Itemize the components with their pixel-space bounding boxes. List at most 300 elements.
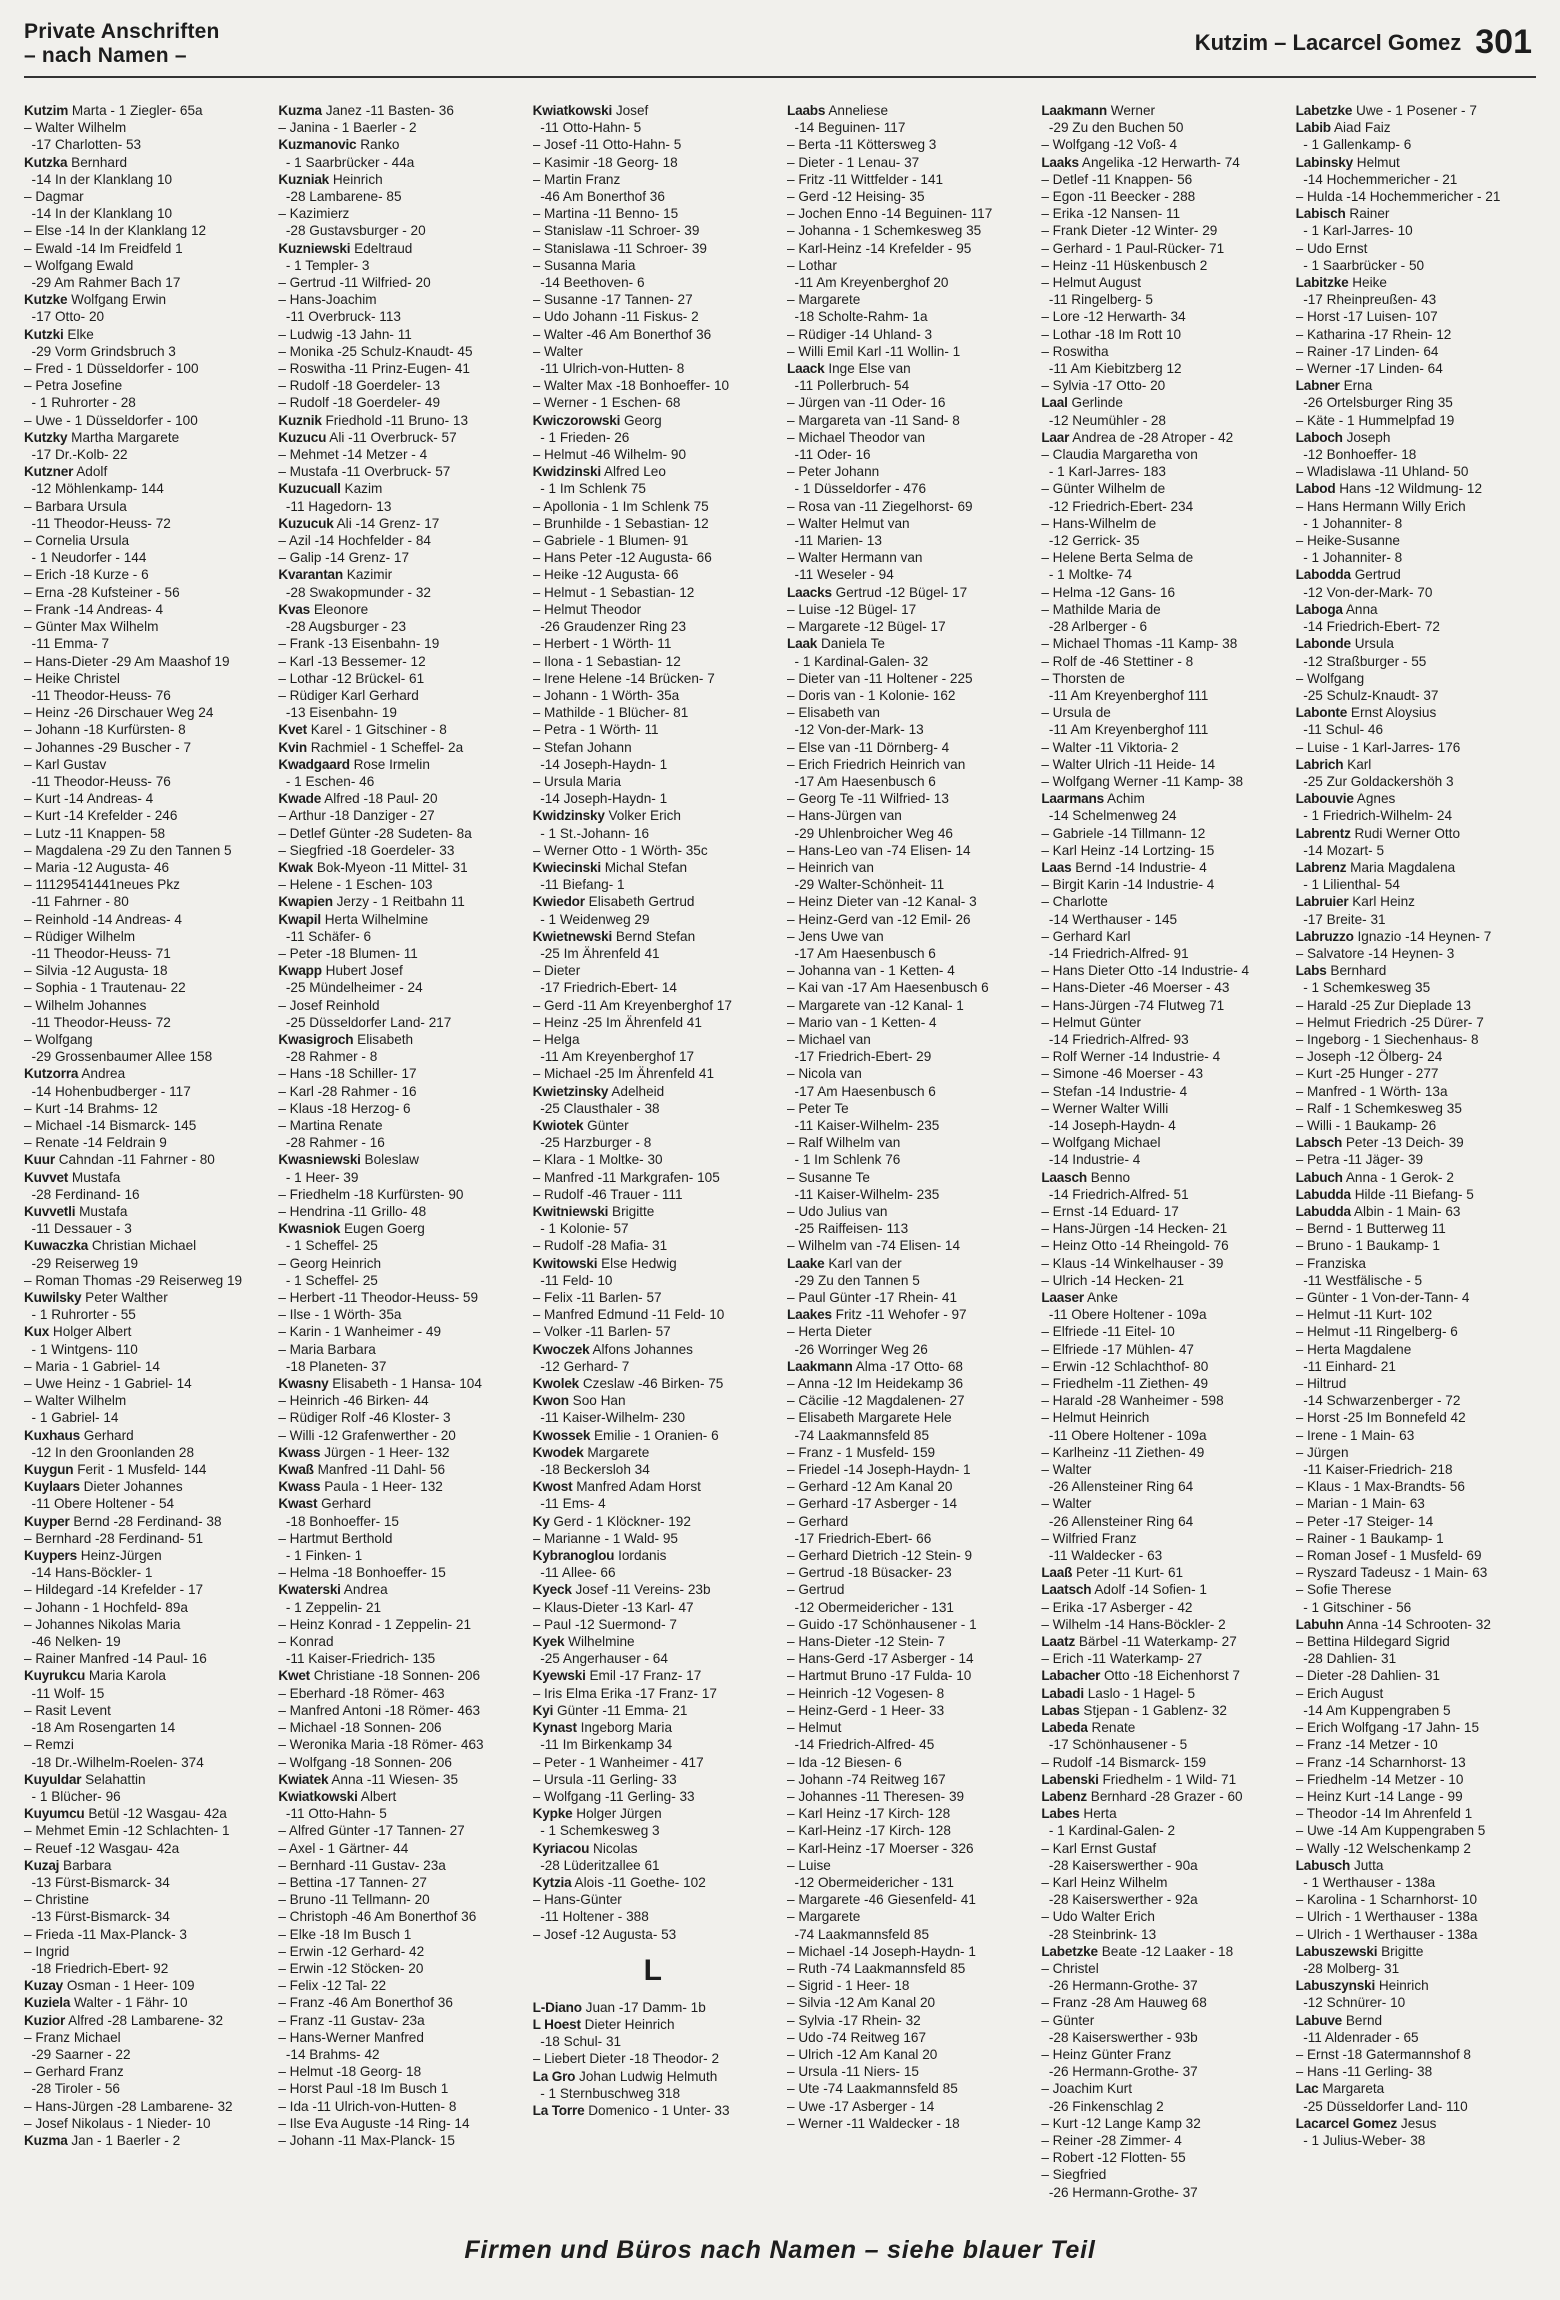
entry-details: Achim <box>1107 791 1145 807</box>
entry-subline: -14 Hochemmericher - 21 <box>1295 171 1458 187</box>
entry-subline: – Axel - 1 Gärtner- 44 <box>278 1840 409 1856</box>
entry-subline: – Lothar <box>786 257 837 273</box>
entry-subline: -14 Friedrich-Alfred- 51 <box>1041 1186 1189 1202</box>
list-item <box>1296 1151 1536 1168</box>
list-item <box>24 1977 264 1994</box>
list-item <box>1296 1461 1536 1478</box>
list-item <box>278 584 518 601</box>
entry-subline: – Christel <box>1041 1960 1099 1976</box>
entry-details: Günter <box>587 1117 629 1133</box>
entry-subline: – Eberhard -18 Römer- 463 <box>278 1685 445 1701</box>
section-title <box>24 20 220 68</box>
list-item <box>533 1840 773 1857</box>
list-item <box>787 188 1027 205</box>
entry-subline: – Weronika Maria -18 Römer- 463 <box>278 1737 484 1753</box>
list-item <box>787 274 1027 291</box>
list-item <box>1296 2132 1536 2149</box>
list-item <box>1296 1581 1536 1598</box>
entry-subline: – Manfred Antoni -18 Römer- 463 <box>278 1702 481 1718</box>
list-item <box>1041 1547 1281 1564</box>
entry-subline: -12 Obermeidericher - 131 <box>786 1599 954 1615</box>
list-item <box>278 566 518 583</box>
list-item <box>278 360 518 377</box>
surname: Laal <box>1041 395 1068 411</box>
list-item <box>1296 1771 1536 1788</box>
entry-subline: - 1 Saarbrücker - 50 <box>1295 257 1425 273</box>
entry-subline: – Helga <box>532 1031 580 1047</box>
entry-subline: – Erwin -12 Gerhard- 42 <box>278 1943 425 1959</box>
list-item <box>1041 842 1281 859</box>
list-item <box>787 119 1027 136</box>
entry-subline: – Peter Te <box>786 1100 849 1116</box>
surname: Kutzner <box>24 464 74 480</box>
entry-subline: – Hans-Werner Manfred <box>278 2029 424 2045</box>
entry-details: Anke <box>1087 1290 1118 1306</box>
entry-subline: – Dieter -28 Dahlien- 31 <box>1295 1668 1440 1684</box>
surname: Kwost <box>532 1479 573 1495</box>
entry-subline: - 1 Blücher- 96 <box>24 1788 121 1804</box>
list-item <box>1296 807 1536 824</box>
list-item <box>1296 205 1536 222</box>
entry-subline: -11 Otto-Hahn- 5 <box>278 1806 387 1822</box>
list-item <box>1296 119 1536 136</box>
column-3 <box>533 102 773 2232</box>
list-item <box>24 1220 264 1237</box>
entry-details: Bernd <box>1345 2012 1383 2028</box>
entry-subline: – Gerd -12 Heising- 35 <box>786 189 925 205</box>
entry-subline: -26 Worringer Weg 26 <box>786 1341 928 1357</box>
entry-subline: -18 Bonhoeffer- 15 <box>278 1513 399 1529</box>
list-item <box>24 171 264 188</box>
entry-subline: - 1 Neudorfer - 144 <box>24 550 147 566</box>
entry-subline: - 1 Frieden- 26 <box>532 429 630 445</box>
entry-subline: – Jürgen van -11 Oder- 16 <box>786 395 946 411</box>
list-item <box>787 979 1027 996</box>
list-item <box>787 945 1027 962</box>
entry-details: Rudi Werner Otto <box>1354 825 1461 841</box>
entry-subline: - 1 Karl-Jarres- 10 <box>1295 223 1413 239</box>
list-item <box>533 859 773 876</box>
entry-subline: -17 Otto- 20 <box>24 309 105 325</box>
entry-subline: – Gabriele - 1 Blumen- 91 <box>532 533 689 549</box>
entry-details: Heinz-Jürgen <box>80 1548 162 1564</box>
list-item <box>278 1994 518 2011</box>
list-item <box>1296 171 1536 188</box>
list-item <box>24 704 264 721</box>
entry-details: Adolf <box>76 464 108 480</box>
list-item <box>1041 1908 1281 1925</box>
list-item <box>278 979 518 996</box>
entry-subline: -46 Am Bonerthof 36 <box>532 189 665 205</box>
entry-subline: -11 Ulrich-von-Hutten- 8 <box>532 361 685 377</box>
entry-subline: -12 Bonhoeffer- 18 <box>1295 447 1417 463</box>
entry-details: Alma -17 Otto- 68 <box>855 1358 963 1374</box>
list-item <box>24 1409 264 1426</box>
list-item <box>278 1272 518 1289</box>
entry-subline: -11 Obere Holtener - 109a <box>1041 1427 1207 1443</box>
list-item <box>533 1702 773 1719</box>
list-item <box>24 859 264 876</box>
surname: Kuyumcu <box>24 1806 85 1822</box>
entry-details: Gerhard <box>83 1427 134 1443</box>
list-item <box>787 1151 1027 1168</box>
entry-subline: – Franz -46 Am Bonerthof 36 <box>278 1995 453 2011</box>
list-item <box>24 360 264 377</box>
surname: Kynast <box>532 1720 577 1736</box>
entry-subline: – Franz -14 Metzer - 10 <box>1295 1737 1438 1753</box>
list-item <box>278 2012 518 2029</box>
list-item <box>787 584 1027 601</box>
list-item <box>24 257 264 274</box>
list-item <box>278 962 518 979</box>
list-item <box>533 584 773 601</box>
list-item <box>1296 1960 1536 1977</box>
list-item <box>1296 1134 1536 1151</box>
entry-details: Barbara <box>63 1857 112 1873</box>
entry-subline: – Gerhard - 1 Paul-Rücker- 71 <box>1041 240 1225 256</box>
surname: Labrentz <box>1295 825 1351 841</box>
entry-subline: – Maria -12 Augusta- 46 <box>24 859 170 875</box>
surname: Kwet <box>278 1668 311 1684</box>
list-item <box>533 1220 773 1237</box>
entry-subline: -28 Rahmer - 8 <box>278 1049 378 1065</box>
entry-subline: -11 Theodor-Heuss- 76 <box>24 687 171 703</box>
entry-subline: – Gerhard -12 Am Kanal 20 <box>786 1479 953 1495</box>
entry-details: Gerhard <box>321 1496 372 1512</box>
list-item <box>278 1134 518 1151</box>
entry-subline: – Johannes -11 Theresen- 39 <box>786 1788 965 1804</box>
list-item <box>1041 1031 1281 1048</box>
entry-subline: – Walter -46 Am Bonerthof 36 <box>532 326 712 342</box>
entry-subline: – Stefan Johann <box>532 739 632 755</box>
list-item <box>24 2046 264 2063</box>
list-item <box>533 566 773 583</box>
surname: Kuur <box>24 1152 55 1168</box>
entry-subline: – Heike -12 Augusta- 66 <box>532 567 679 583</box>
entry-subline: – Heike Christel <box>24 670 120 686</box>
entry-subline: -74 Laakmannsfeld 85 <box>786 1427 930 1443</box>
entry-subline: – Joachim Kurt <box>1041 2081 1132 2097</box>
entry-subline: – Rudolf -14 Bismarck- 159 <box>1041 1754 1207 1770</box>
surname: Kwasniewski <box>278 1152 361 1168</box>
entry-details: Günter -11 Emma- 21 <box>557 1702 688 1718</box>
entry-subline: – Helmut -11 Kurt- 102 <box>1295 1307 1433 1323</box>
entry-subline: – Harald -25 Zur Dieplade 13 <box>1295 997 1471 1013</box>
list-item <box>533 429 773 446</box>
entry-subline: – Irene - 1 Main- 63 <box>1295 1427 1415 1443</box>
entry-subline: -29 Walter-Schönheit- 11 <box>786 877 945 893</box>
entry-subline: – Johann -74 Reitweg 167 <box>786 1771 946 1787</box>
entry-subline: -28 Molberg- 31 <box>1295 1960 1400 1976</box>
list-item <box>533 2033 773 2050</box>
entry-subline: – Klaus -18 Herzog- 6 <box>278 1100 411 1116</box>
list-item <box>278 2029 518 2046</box>
entry-subline: – Rudolf -28 Mafia- 31 <box>532 1238 668 1254</box>
entry-subline: – Helene Berta Selma de <box>1041 550 1194 566</box>
surname: Kwasigroch <box>278 1031 354 1047</box>
list-item <box>533 773 773 790</box>
surname: Laake <box>786 1255 825 1271</box>
entry-details: Peter Walther <box>85 1290 168 1306</box>
list-item <box>278 1840 518 1857</box>
entry-details: Peter -11 Kurt- 61 <box>1076 1565 1184 1581</box>
list-item <box>1041 446 1281 463</box>
surname: Kwolek <box>532 1376 580 1392</box>
entry-subline: – Rüdiger -14 Uhland- 3 <box>786 326 933 342</box>
surname: Kyewski <box>532 1668 586 1684</box>
entry-subline: – Reuef -12 Wasgau- 42a <box>24 1840 180 1856</box>
list-item <box>24 463 264 480</box>
list-item <box>278 1857 518 1874</box>
entry-subline: -25 Raiffeisen- 113 <box>786 1221 909 1237</box>
list-item <box>1041 2029 1281 2046</box>
list-item <box>787 205 1027 222</box>
list-item <box>533 721 773 738</box>
list-item <box>278 394 518 411</box>
list-item <box>1296 601 1536 618</box>
entry-subline: -18 Dr.-Wilhelm-Roelen- 374 <box>24 1754 204 1770</box>
list-item <box>1296 1237 1536 1254</box>
entry-subline: – Horst -25 Im Bonnefeld 42 <box>1295 1410 1466 1426</box>
list-item <box>24 1736 264 1753</box>
entry-subline: – Rainer Manfred -14 Paul- 16 <box>24 1651 207 1667</box>
list-item <box>24 291 264 308</box>
column-5 <box>1041 102 1281 2232</box>
surname: Labod <box>1295 481 1336 497</box>
entry-subline: – Hans -18 Schiller- 17 <box>278 1066 417 1082</box>
list-item <box>533 893 773 910</box>
surname: Kvet <box>278 722 307 738</box>
list-item <box>1296 842 1536 859</box>
list-item <box>278 1633 518 1650</box>
surname: Laas <box>1041 859 1072 875</box>
section-title-line2: – nach Namen – <box>24 44 187 67</box>
surname: Kwaterski <box>278 1582 341 1598</box>
entry-subline: – Johanna - 1 Schemkesweg 35 <box>786 223 982 239</box>
entry-details: Hans -12 Wildmung- 12 <box>1339 481 1483 497</box>
list-item <box>787 1513 1027 1530</box>
surname: La Gro <box>532 2068 576 2084</box>
entry-subline: -29 Reiserweg 19 <box>24 1255 139 1271</box>
list-item <box>1041 618 1281 635</box>
surname: Laak <box>786 636 818 652</box>
entry-subline: – Katharina -17 Rhein- 12 <box>1295 326 1452 342</box>
list-item <box>1296 1857 1536 1874</box>
entry-subline: – Uwe Heinz - 1 Gabriel- 14 <box>24 1376 192 1392</box>
list-item <box>1296 893 1536 910</box>
list-item <box>787 463 1027 480</box>
entry-subline: -13 Fürst-Bismarck- 34 <box>24 1874 170 1890</box>
list-item <box>533 274 773 291</box>
entry-subline: – Udo Johann -11 Fiskus- 2 <box>532 309 699 325</box>
entry-subline: – Mario van - 1 Ketten- 4 <box>786 1014 937 1030</box>
entry-subline: – Helmut Friedrich -25 Dürer- 7 <box>1295 1014 1484 1030</box>
entry-subline: – Udo -74 Reitweg 167 <box>786 2029 927 2045</box>
list-item <box>278 1771 518 1788</box>
list-item <box>278 790 518 807</box>
list-item <box>1296 635 1536 652</box>
entry-details: Elke <box>67 326 94 342</box>
list-item <box>1296 1926 1536 1943</box>
list-item <box>1296 1513 1536 1530</box>
entry-subline: – Walter Wilhelm <box>24 1393 127 1409</box>
entry-details: Ali -11 Overbruck- 57 <box>329 429 457 445</box>
entry-subline: – Mathilde - 1 Blücher- 81 <box>532 705 689 721</box>
surname: Labacher <box>1041 1668 1101 1684</box>
entry-subline: – Franz Michael <box>24 2029 121 2045</box>
entry-details: Ranko <box>360 137 400 153</box>
entry-subline: – Christine <box>24 1892 89 1908</box>
entry-subline: – Helmut - 1 Sebastian- 12 <box>532 584 695 600</box>
entry-subline: -25 Mündelheimer - 24 <box>278 980 423 996</box>
list-item <box>1296 1685 1536 1702</box>
entry-subline: -12 Obermeidericher - 131 <box>786 1874 954 1890</box>
entry-subline: – Bernd - 1 Butterweg 11 <box>1295 1221 1446 1237</box>
surname: Laboga <box>1295 601 1343 617</box>
entry-subline: – Volker -11 Barlen- 57 <box>532 1324 671 1340</box>
entry-subline: – Karl-Heinz -14 Krefelder - 95 <box>786 240 972 256</box>
entry-subline: -46 Nelken- 19 <box>24 1634 121 1650</box>
list-item <box>1296 1616 1536 1633</box>
entry-details: Margarete <box>587 1444 650 1460</box>
list-item <box>787 480 1027 497</box>
list-item <box>1041 1444 1281 1461</box>
list-item <box>787 257 1027 274</box>
list-item <box>1296 911 1536 928</box>
entry-subline: - 1 Weidenweg 29 <box>532 911 650 927</box>
list-item <box>533 498 773 515</box>
entry-subline: - 1 Gabriel- 14 <box>24 1410 119 1426</box>
entry-subline: -12 Von-der-Mark- 70 <box>1295 584 1433 600</box>
list-item <box>533 1289 773 1306</box>
list-item <box>24 1960 264 1977</box>
list-item <box>1296 1891 1536 1908</box>
surname: Kuzniewski <box>278 240 351 256</box>
entry-subline: – Janina - 1 Baerler - 2 <box>278 120 417 136</box>
list-item <box>787 1341 1027 1358</box>
list-item <box>278 928 518 945</box>
list-item <box>1296 1719 1536 1736</box>
list-item <box>278 257 518 274</box>
entry-subline: - 1 Zeppelin- 21 <box>278 1599 382 1615</box>
surname: Labetzke <box>1041 1943 1098 1959</box>
entry-subline: – Kurt -14 Andreas- 4 <box>24 791 154 807</box>
entry-details: Brigitte <box>612 1204 655 1219</box>
entry-subline: -14 Industrie- 4 <box>1041 1152 1141 1168</box>
entry-subline: – Susanne -17 Tannen- 27 <box>532 292 693 308</box>
entry-subline: – Heinz -25 Im Ährenfeld 41 <box>532 1014 702 1030</box>
surname: Labusch <box>1295 1857 1351 1873</box>
list-item <box>787 1891 1027 1908</box>
list-item <box>1041 773 1281 790</box>
list-item <box>24 154 264 171</box>
entry-details: Boleslaw <box>364 1152 419 1168</box>
entry-subline: -28 Rahmer - 16 <box>278 1135 385 1151</box>
list-item <box>1041 1323 1281 1340</box>
entry-subline: – Erika -17 Asberger - 42 <box>1041 1599 1193 1615</box>
entry-subline: – Hiltrud <box>1295 1376 1347 1392</box>
list-item <box>278 1444 518 1461</box>
entry-subline: – Else -14 In der Klanklang 12 <box>24 223 207 239</box>
entry-subline: -14 Friedrich-Alfred- 45 <box>786 1737 935 1753</box>
entry-subline: – Mathilde Maria de <box>1041 601 1161 617</box>
surname: Kuzma <box>24 2132 68 2148</box>
list-item <box>1296 532 1536 549</box>
entry-details: Iordanis <box>618 1548 667 1564</box>
list-item <box>1041 635 1281 652</box>
entry-subline: – Bettina -17 Tannen- 27 <box>278 1874 427 1890</box>
list-item <box>1041 566 1281 583</box>
entry-subline: – Hans-Jürgen -14 Hecken- 21 <box>1041 1221 1228 1237</box>
list-item <box>787 308 1027 325</box>
entry-subline: -28 Augsburger - 23 <box>278 619 407 635</box>
list-item <box>787 1220 1027 1237</box>
list-item <box>278 997 518 1014</box>
list-item <box>1296 1375 1536 1392</box>
entry-details: Ernst Aloysius <box>1350 705 1437 721</box>
list-item <box>533 1323 773 1340</box>
list-item <box>24 1994 264 2011</box>
list-item <box>1296 618 1536 635</box>
entry-details: Mustafa <box>71 1169 121 1185</box>
entry-subline: -25 Düsseldorfer Land- 217 <box>278 1014 452 1030</box>
entry-subline: -11 Schäfer- 6 <box>278 928 372 944</box>
list-item <box>24 1358 264 1375</box>
entry-details: Manfred Adam Horst <box>576 1479 701 1495</box>
entry-subline: – Ralf Wilhelm van <box>786 1135 901 1151</box>
entry-subline: -28 Arlberger - 6 <box>1041 619 1148 635</box>
list-item <box>1296 1788 1536 1805</box>
list-item <box>24 790 264 807</box>
surname: Labonde <box>1295 636 1351 652</box>
list-item <box>533 2050 773 2067</box>
entry-subline: – Friedhelm -11 Ziethen- 49 <box>1041 1376 1209 1392</box>
list-item <box>278 1513 518 1530</box>
entry-subline: – Klaus -14 Winkelhauser - 39 <box>1041 1255 1224 1271</box>
list-item <box>787 1805 1027 1822</box>
list-item <box>24 1289 264 1306</box>
list-item <box>533 1926 773 1943</box>
list-item <box>1041 1427 1281 1444</box>
entry-subline: – Stanislaw -11 Schroer- 39 <box>532 223 700 239</box>
entry-subline: – Ursula -11 Niers- 15 <box>786 2064 919 2080</box>
entry-subline: – Rasit Levent <box>24 1702 111 1718</box>
entry-subline: -14 Joseph-Haydn- 1 <box>532 756 668 772</box>
entry-subline: – Kurt -14 Krefelder - 246 <box>24 808 178 824</box>
list-item <box>533 1134 773 1151</box>
list-item <box>1041 601 1281 618</box>
entry-details: Kazim <box>344 481 383 497</box>
entry-subline: – Susanne Te <box>786 1169 870 1185</box>
entry-details: Ursula <box>1354 636 1394 652</box>
list-item <box>1296 2080 1536 2097</box>
list-item <box>1296 1908 1536 1925</box>
entry-details: Janez -11 Basten- 36 <box>325 103 454 118</box>
entry-subline: – Hans-Dieter -29 Am Maashof 19 <box>24 653 230 669</box>
surname: Laboch <box>1295 429 1343 445</box>
list-item <box>787 842 1027 859</box>
entry-subline: -11 Am Kreyenberghof 20 <box>786 275 949 291</box>
entry-subline: – Salvatore -14 Heynen- 3 <box>1295 945 1455 961</box>
surname: Laakmann <box>1041 103 1107 118</box>
entry-subline: -11 Waldecker - 63 <box>1041 1548 1163 1564</box>
list-item <box>533 188 773 205</box>
entry-subline: – Frieda -11 Max-Planck- 3 <box>24 1926 187 1942</box>
list-item <box>1041 2012 1281 2029</box>
surname: Kuxhaus <box>24 1427 81 1443</box>
entry-details: Gerlinde <box>1071 395 1123 411</box>
entry-subline: – Bettina Hildegard Sigrid <box>1295 1634 1450 1650</box>
